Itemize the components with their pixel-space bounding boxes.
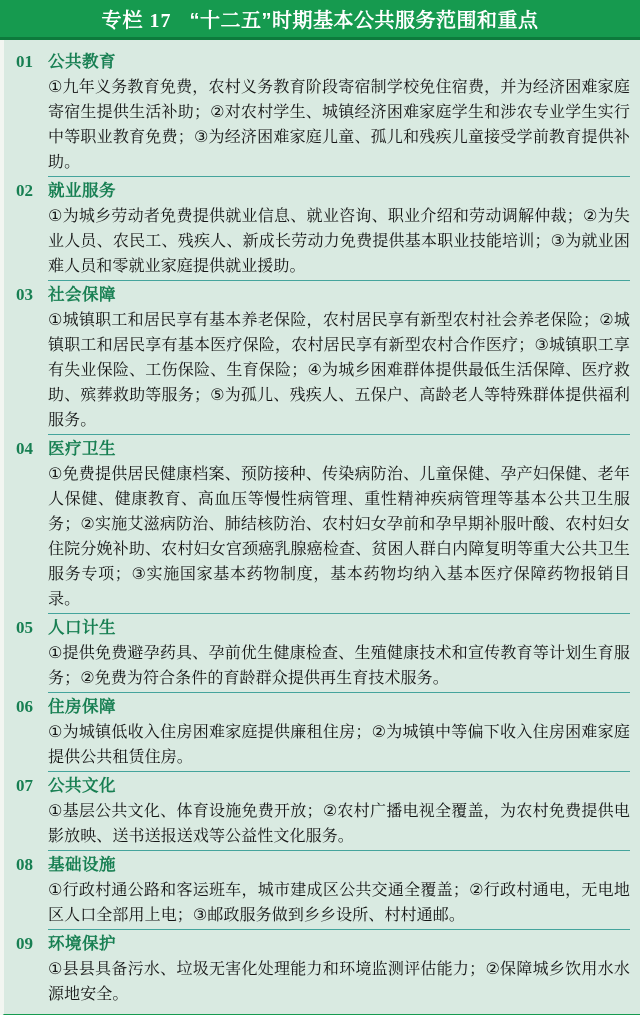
section-body: ①县县具备污水、垃圾无害化处理能力和环境监测评估能力；②保障城乡饮用水水源地安全。 [48, 961, 630, 1003]
section-body: ①为城镇低收入住房困难家庭提供廉租住房；②为城镇中等偏下收入住房困难家庭提供公共租赁住房。 [48, 724, 630, 766]
section-head [4, 852, 640, 878]
section [4, 615, 640, 691]
section-divider [48, 692, 630, 693]
section-title: 住房保障 [48, 698, 116, 716]
section [4, 931, 640, 1007]
section-divider [48, 434, 630, 435]
section-number: 08 [16, 855, 33, 874]
section-title: 医疗卫生 [48, 440, 116, 458]
section [4, 178, 640, 279]
section-divider [48, 176, 630, 177]
section-title: 就业服务 [48, 182, 116, 200]
section-divider [48, 771, 630, 772]
section [4, 852, 640, 928]
box-header [0, 0, 640, 40]
section-body: ①提供免费避孕药具、孕前优生健康检查、生殖健康技术和宣传教育等计划生育服务；②免费为符合条件的育龄群众提供再生育技术服务。 [48, 645, 630, 687]
section-body: ①城镇职工和居民享有基本养老保险，农村居民享有新型农村社会养老保险；②城镇职工和居民享有基本医疗保险，农村居民享有新型农村合作医疗；③城镇职工享有失业保险、工伤保险、生育保险；④为城乡困难群体提供最低生活保障、医疗救助、殡葬救助等服务；⑤为孤儿、残疾人、五保户、高龄老人等特殊群体提供福利服务。 [48, 312, 630, 429]
section-divider [48, 613, 630, 614]
section-title: 基础设施 [48, 856, 116, 874]
section-number: 04 [16, 439, 33, 458]
section-body: ①免费提供居民健康档案、预防接种、传染病防治、儿童保健、孕产妇保健、老年人保健、健康教育、高血压等慢性病管理、重性精神疾病管理等基本公共卫生服务；②实施艾滋病防治、肺结核防治、农村妇女孕前和孕早期补服叶酸、农村妇女住院分娩补助、农村妇女宫颈癌乳腺癌检查、贫困人群白内障复明等重大公共卫生服务专项；③实施国家基本药物制度，基本药物均纳入基本医疗保障药物报销目录。 [48, 466, 630, 608]
section-head [4, 49, 640, 75]
section-body: ①基层公共文化、体育设施免费开放；②农村广播电视全覆盖，为农村免费提供电影放映、送书送报送戏等公益性文化服务。 [48, 803, 630, 845]
section-head [4, 615, 640, 641]
section-divider [48, 280, 630, 281]
section-title: 社会保障 [48, 286, 116, 304]
box-header-prefix: 专栏 17 [101, 10, 172, 32]
section-head [4, 694, 640, 720]
section-title: 公共文化 [48, 777, 116, 795]
section [4, 773, 640, 849]
section [4, 282, 640, 433]
section-number: 03 [16, 285, 33, 304]
box-header-title: “十二五”时期基本公共服务范围和重点 [189, 10, 539, 32]
section-number: 09 [16, 934, 33, 953]
section-head [4, 178, 640, 204]
section-number: 05 [16, 618, 33, 637]
section [4, 694, 640, 770]
section-head [4, 931, 640, 957]
section-title: 公共教育 [48, 53, 116, 71]
section-head [4, 282, 640, 308]
section [4, 436, 640, 612]
section-title: 人口计生 [48, 619, 116, 637]
section-number: 02 [16, 181, 33, 200]
section-head [4, 436, 640, 462]
section [4, 49, 640, 175]
section-body: ①为城乡劳动者免费提供就业信息、就业咨询、职业介绍和劳动调解仲裁；②为失业人员、农民工、残疾人、新成长劳动力免费提供基本职业技能培训；③为就业困难人员和零就业家庭提供就业援助。 [48, 208, 630, 275]
section-body: ①行政村通公路和客运班车，城市建成区公共交通全覆盖；②行政村通电，无电地区人口全部用上电；③邮政服务做到乡乡设所、村村通邮。 [48, 882, 630, 924]
section-number: 07 [16, 776, 33, 795]
section-title: 环境保护 [48, 935, 116, 953]
section-divider [48, 929, 630, 930]
box-content [0, 40, 640, 1015]
section-number: 06 [16, 697, 33, 716]
section-number: 01 [16, 52, 33, 71]
section-head [4, 773, 640, 799]
section-body: ①九年义务教育免费，农村义务教育阶段寄宿制学校免住宿费，并为经济困难家庭寄宿生提供生活补助；②对农村学生、城镇经济困难家庭学生和涉农专业学生实行中等职业教育免费；③为经济困难家庭儿童、孤儿和残疾儿童接受学前教育提供补助。 [48, 79, 630, 171]
section-divider [48, 850, 630, 851]
